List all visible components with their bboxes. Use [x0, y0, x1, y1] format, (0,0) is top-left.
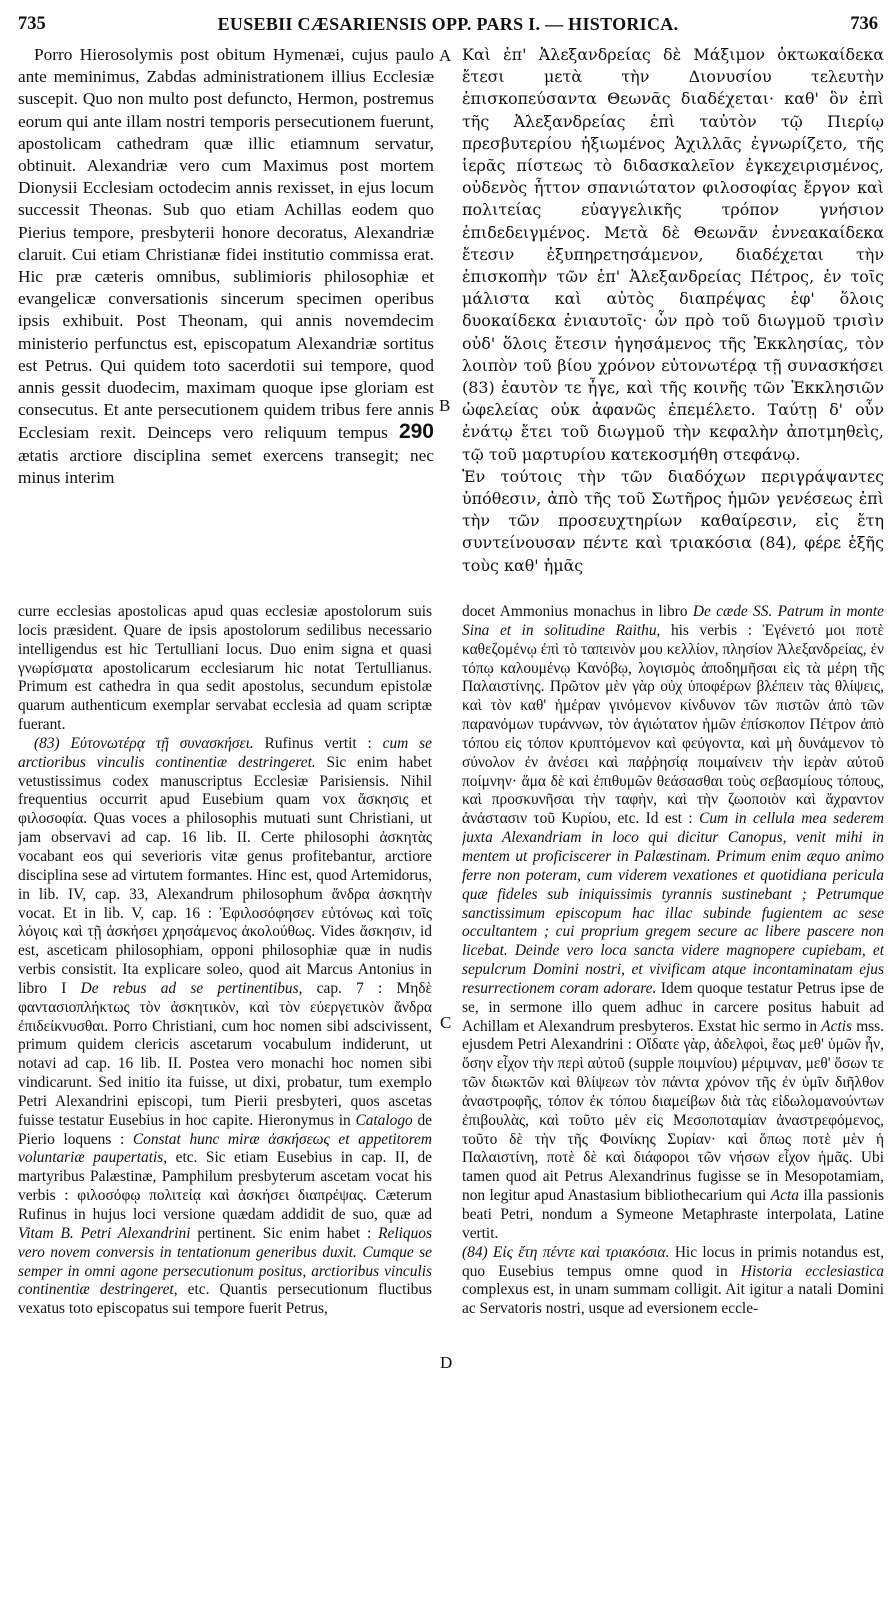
- note-84: (84) Εἰς ἔτη πέντε καὶ τριακόσια. Hic locus in primis notandus est, quo Eusebius tempus omne quod in Historia ecclesiastica complexus est, in unam summam colligit. Ait igitur a natali Domini ac Servatoris nostri, usque ad eversionem eccle-: [462, 1243, 884, 1318]
- page-header: [18, 10, 878, 38]
- notes-column-right: [462, 603, 884, 1603]
- note-83: (83) Εὐτονωτέρᾳ τῇ συνασκήσει. Rufinus vertit : cum se arctioribus vinculis continentiæ destringeret. Sic enim habet vetustissimus codex manuscriptus Ecclesiæ Parisiensis. Nihil frequentius occurrit apud Eusebium quam vox ἄσκησις et φιλοσοφία. Quas voces a philosophis mutuati sunt Christiani, ut jam observavi ad cap. 16 lib. II. Certe philosophi ἀσκητὰς vocabant eos qui severioris vitæ genus profitebantur, arctiore disciplina sese ad virtutem formantes. Hinc est, quod Artemidorus, in lib. IV, cap. 33, Alexandrum philosophum ἄνδρα ἀσκητὴν vocat. Et in lib. V, cap. 16 : Ἐφιλοσόφησεν εὐτόνως καὶ τοῖς λόγοις καὶ τῇ ἀσκήσει χρησάμενος ἀκολούθως. Vides ἄσκησιν, id est, asceticam philosophiam, opponi philosophiæ quæ in nudis verbis consistit. Ita explicare soleo, quod ait Marcus Antonius in libro I De rebus ad se pertinentibus, cap. 7 : Μηδὲ φαντασιοπλήκτως τὸν ἀσκητικὸν, καὶ τὸν εὐεργετικὸν ἄνδρα ἐπιδείκνυσθαι. Porro Christiani, cum hoc nomen sibi adscivissent, primum quidem clericis ascetarum vocabulum indiderunt, ut notavi ad cap. 16 lib. II. Postea vero monachi hoc nomen sibi vindicarunt. Sed initio ita fuisse, ut dixi, probatur, tum exemplo Petri Alexandrini episcopi, tum Pierii presbyteri, quos ascetas fuisse testatur Eusebius in hoc capite. Hieronymus in Catalogo de Pierio loquens : Constat hunc miræ ἀσκήσεως et appetitorem voluntariæ paupertatis, etc. Sic etiam Eusebius in cap. II, de martyribus Palæstinæ, Pamphilum presbyterum ascetam vocat his verbis : φιλοσόφῳ πολιτείᾳ καὶ ἀσκήσει διαπρέψας. Cæterum Rufinus in hujus loci versione quædam addidit de suo, quæ ad Vitam B. Petri Alexandrini pertinent. Sic enim habet : Reliquos vero novem conversis in tentationum generibus duxit. Cumque se semper in omni agone persecutionum positus, arctioribus vinculis continentiæ destringeret, etc. Quantis persecutionum fluctibus vexatus toto episcopatus sui tempore fuerit Petrus,: [18, 734, 432, 1318]
- note-paragraph: curre ecclesias apostolicas apud quas ecclesiæ apostolorum suis locis præsident. Quare de ipsis apostolorum sedilibus necessario intelligendus est hic Tertulliani locus. Duo enim signa et quasi γνωρίσματα apostolicarum ecclesiarum hic notat Tertullianus. Primum est cathedra in qua sedit apostolus, secundum epistolæ quarum authenticum exemplar servabat ecclesia ad quam scriptæ fuerant.: [18, 603, 432, 734]
- margin-marker-a: A: [439, 46, 452, 65]
- margin-marker-d: D: [440, 1353, 453, 1372]
- latin-translation-column: [18, 44, 434, 590]
- latin-paragraph: Porro Hierosolymis post obitum Hymenæi, cujus paulo ante meminimus, Zabdas administrationem illius Ecclesiæ suscepit. Quo non multo post defuncto, Hermon, postremus eorum qui ante illam nostri temporis persecutionem fuerunt, apostolicam cathedram quæ illic etiamnum servatur, obtinuit. Alexandriæ vero cum Maximus post mortem Dionysii Ecclesiam octodecim annis rexisset, in ejus locum successit Theonas. Sub quo etiam Achillas eodem quo Pierius tempore, presbyterii honore decoratus, Alexandriæ claruit. Cui etiam Christianæ fidei institutio commissa erat. Hic præ cæteris omnibus, sublimioris philosophiæ et evangelicæ conversationis sincerum specimen operibus ipsis exhibuit. Post Theonam, qui annis novemdecim ministerio perfunctus est, episcopatum Alexandriæ sortitus est Petrus. Qui quidem toto sacerdotii sui tempore, quod annis gessit duodecim, maximam quoque ipse gloriam est consecutus. Et ante persecutionem quidem tribus fere annis Ecclesiam rexit. Deinceps vero reliquum tempus 290 ætatis arctiore disciplina semet exercens transegit; nec minus interim: [18, 45, 434, 487]
- column-number: 290: [398, 420, 434, 444]
- notes-column-left: [18, 603, 432, 1603]
- greek-paragraph: Καὶ ἐπ' Ἀλεξανδρείας δὲ Μάξιμον ὀκτωκαίδεκα ἔτεσι μετὰ τὴν Διονυσίου τελευτὴν ἐπισκοπεύσαντα Θεωνᾶς διαδέχεται· καθ' ὃν ἐπὶ τῆς Ἀλεξανδρείας ἐπὶ ταὐτὸν τῷ Πιερίῳ πρεσβυτερίου ἠξιωμένος Ἀχιλλᾶς ἐγνωρίζετο, τῆς ἱερᾶς πίστεως τὸ διδασκαλεῖον ἐγκεχειρισμένος, οὐδενὸς ἧττον σπανιώτατον φιλοσοφίας ἔργον καὶ πολιτείας εὐαγγελικῆς τρόπον γνήσιον ἐπιδεδειγμένος. Μετὰ δὲ Θεωνᾶν ἐννεακαίδεκα ἔτεσιν ἐξυπηρετησάμενον, διαδέχεται τὴν ἐπισκοπὴν τῶν ἐπ' Ἀλεξανδρείας Πέτρος, ἐν τοῖς μάλιστα καὶ αὐτὸς διαπρέψας ἐφ' ὅλοις δυοκαίδεκα ἐνιαυτοῖς· ὧν πρὸ τοῦ διωγμοῦ τρισὶν οὐδ' ὅλοις ἔτεσιν ἡγησάμενος τῆς Ἐκκλησίας, τὸν λοιπὸν τοῦ βίου χρόνον εὐτονωτέρᾳ τῇ συνασκήσει (83) ἑαυτὸν τε ἦγε, καὶ τῆς κοινῆς τῶν Ἐκκλησιῶν ὠφελείας οὐκ ἀφανῶς ἐπεμέλετο. Ταύτῃ δ' οὖν ἐνάτῳ ἔτει τοῦ διωγμοῦ τὴν κεφαλὴν ἀποτμηθεὶς, τῷ τοῦ μαρτυρίου κατεκοσμήθη στεφάνῳ.: [462, 45, 884, 464]
- greek-text-column: [462, 44, 884, 590]
- running-title: EUSEBII CÆSARIENSIS OPP. PARS I. — HISTORICA.: [217, 13, 679, 34]
- note-heading: (83) Εὐτονωτέρᾳ τῇ συνασκήσει.: [34, 734, 254, 752]
- note-paragraph: docet Ammonius monachus in libro De cæde SS. Patrum in monte Sina et in solitudine Raithu, his verbis : Ἐγένετό μοι ποτὲ καθεζομένῳ ἐπὶ τὸ ταπεινὸν μου κελλίον, πλησίον Ἀλεξανδρείας, ἐν τόπῳ καλουμένῳ Κανόβῳ, λογισμὸς ἀποδημῆσαι εἰς τὰ μέρη τῆς Παλαιστίνης. Πρῶτον μὲν γὰρ οὐχ ὑποφέρων βλέπειν τὰς θλίψεις, καὶ τὸν καθ' ἡμέραν γινόμενον κίνδυνον τῶν πιστῶν ἀπὸ τῶν παρανόμων τυράννων, τὸν ἁγιώτατον ἡμῶν ἐπίσκοπον Πέτρον ἀπὸ τόπου εἰς τόπον κρυπτόμενον καὶ φεύγοντα, καὶ μὴ δυνάμενον τὸ σύνολον ἐν ἀνέσει καὶ παῤῥησίᾳ ποιμαίνειν τὴν ἱερὰν αὐτοῦ ποίμνην· ἅμα δὲ καὶ ἐπιθυμῶν θεάσασθαι τοὺς σεβασμίους τόπους, καὶ προσκυνῆσαι τὴν ταφὴν, καὶ τὴν ζωοποιὸν καὶ ἄχραντον ἀνάστασιν τοῦ Κυρίου, etc. Id est : Cum in cellula mea sederem juxta Alexandriam in loco qui dicitur Canopus, venit mihi in mentem ut proficiscerer in Palæstinam. Primum enim æquo animo ferre non poteram, cum viderem vexationes et quotidiana pericula quæ fideles sub iniquissimis tyrannis sustinebant ; Petrumque sanctissimum episcopum hac illac subinde fugientem ac sese occultantem ; cui proprium gregem secure ac libere pascere non licebat. Deinde vero loca sancta videre magnopere cupiebam, et sepulcrum Domini nostri, et vivificam atque incontaminatam ejus resurrectionem coram adorare. Idem quoque testatur Petrus ipse de se, in sermone illo quem adhuc in carcere positus habuit ad Achillam et Alexandrum presbyteros. Exstat hic sermo in Actis mss. ejusdem Petri Alexandrini : Οἴδατε γὰρ, ἀδελφοὶ, ἕως μεθ' ὑμῶν ἦν, ὅσην εἶχον τὴν περὶ αὐτοῦ (supple ποιμνίου) μέριμναν, μεθ' ὅσων τε τῶν διωκτῶν καὶ θλίψεων τὸν πάντα χρόνον τῆς ἐν ὑμῖν διῆλθον ἀναστροφῆς, τόπον ἐκ τόπου διαμείβων διὰ τὰς εἰδωλομανούντων ἐπιβουλὰς, καὶ τοῦτο μὲν εἰς Μεσοποταμίαν ἀναστρεφόμενος, τοῦτο δὲ τὴν τῆς Φοινίκης Συρίαν· καὶ ὅπως ποτὲ μὲν ἡ Παλαιστίνη, ποτὲ δὲ καὶ διάφοροι τῶν νήσων εἶχον ἡμᾶς. Ubi tamen quod ait Petrus Alexandrinus fugisse se in Mesopotamiam, non legitur apud Anastasium bibliothecarium qui Acta illa passionis beati Petri, nondum a Symeone Metaphraste interpolata, Latine vertit.: [462, 603, 884, 1242]
- note-heading: (84) Εἰς ἔτη πέντε καὶ τριακόσια.: [462, 1243, 670, 1261]
- page-number-left: 735: [18, 13, 46, 34]
- margin-marker-b: B: [439, 396, 451, 415]
- margin-marker-c: C: [440, 1013, 452, 1032]
- greek-paragraph: Ἐν τούτοις τὴν τῶν διαδόχων περιγράψαντες ὑπόθεσιν, ἀπὸ τῆς τοῦ Σωτῆρος ἡμῶν γενέσεως ἐπὶ τὴν τῶν προσευχτηρίων καθαίρεσιν, εἰς ἔτη συντείνουσαν πέντε καὶ τριακόσια (84), φέρε ἑξῆς τοὺς καθ' ἡμᾶς: [462, 466, 884, 575]
- page-number-right: 736: [850, 13, 878, 34]
